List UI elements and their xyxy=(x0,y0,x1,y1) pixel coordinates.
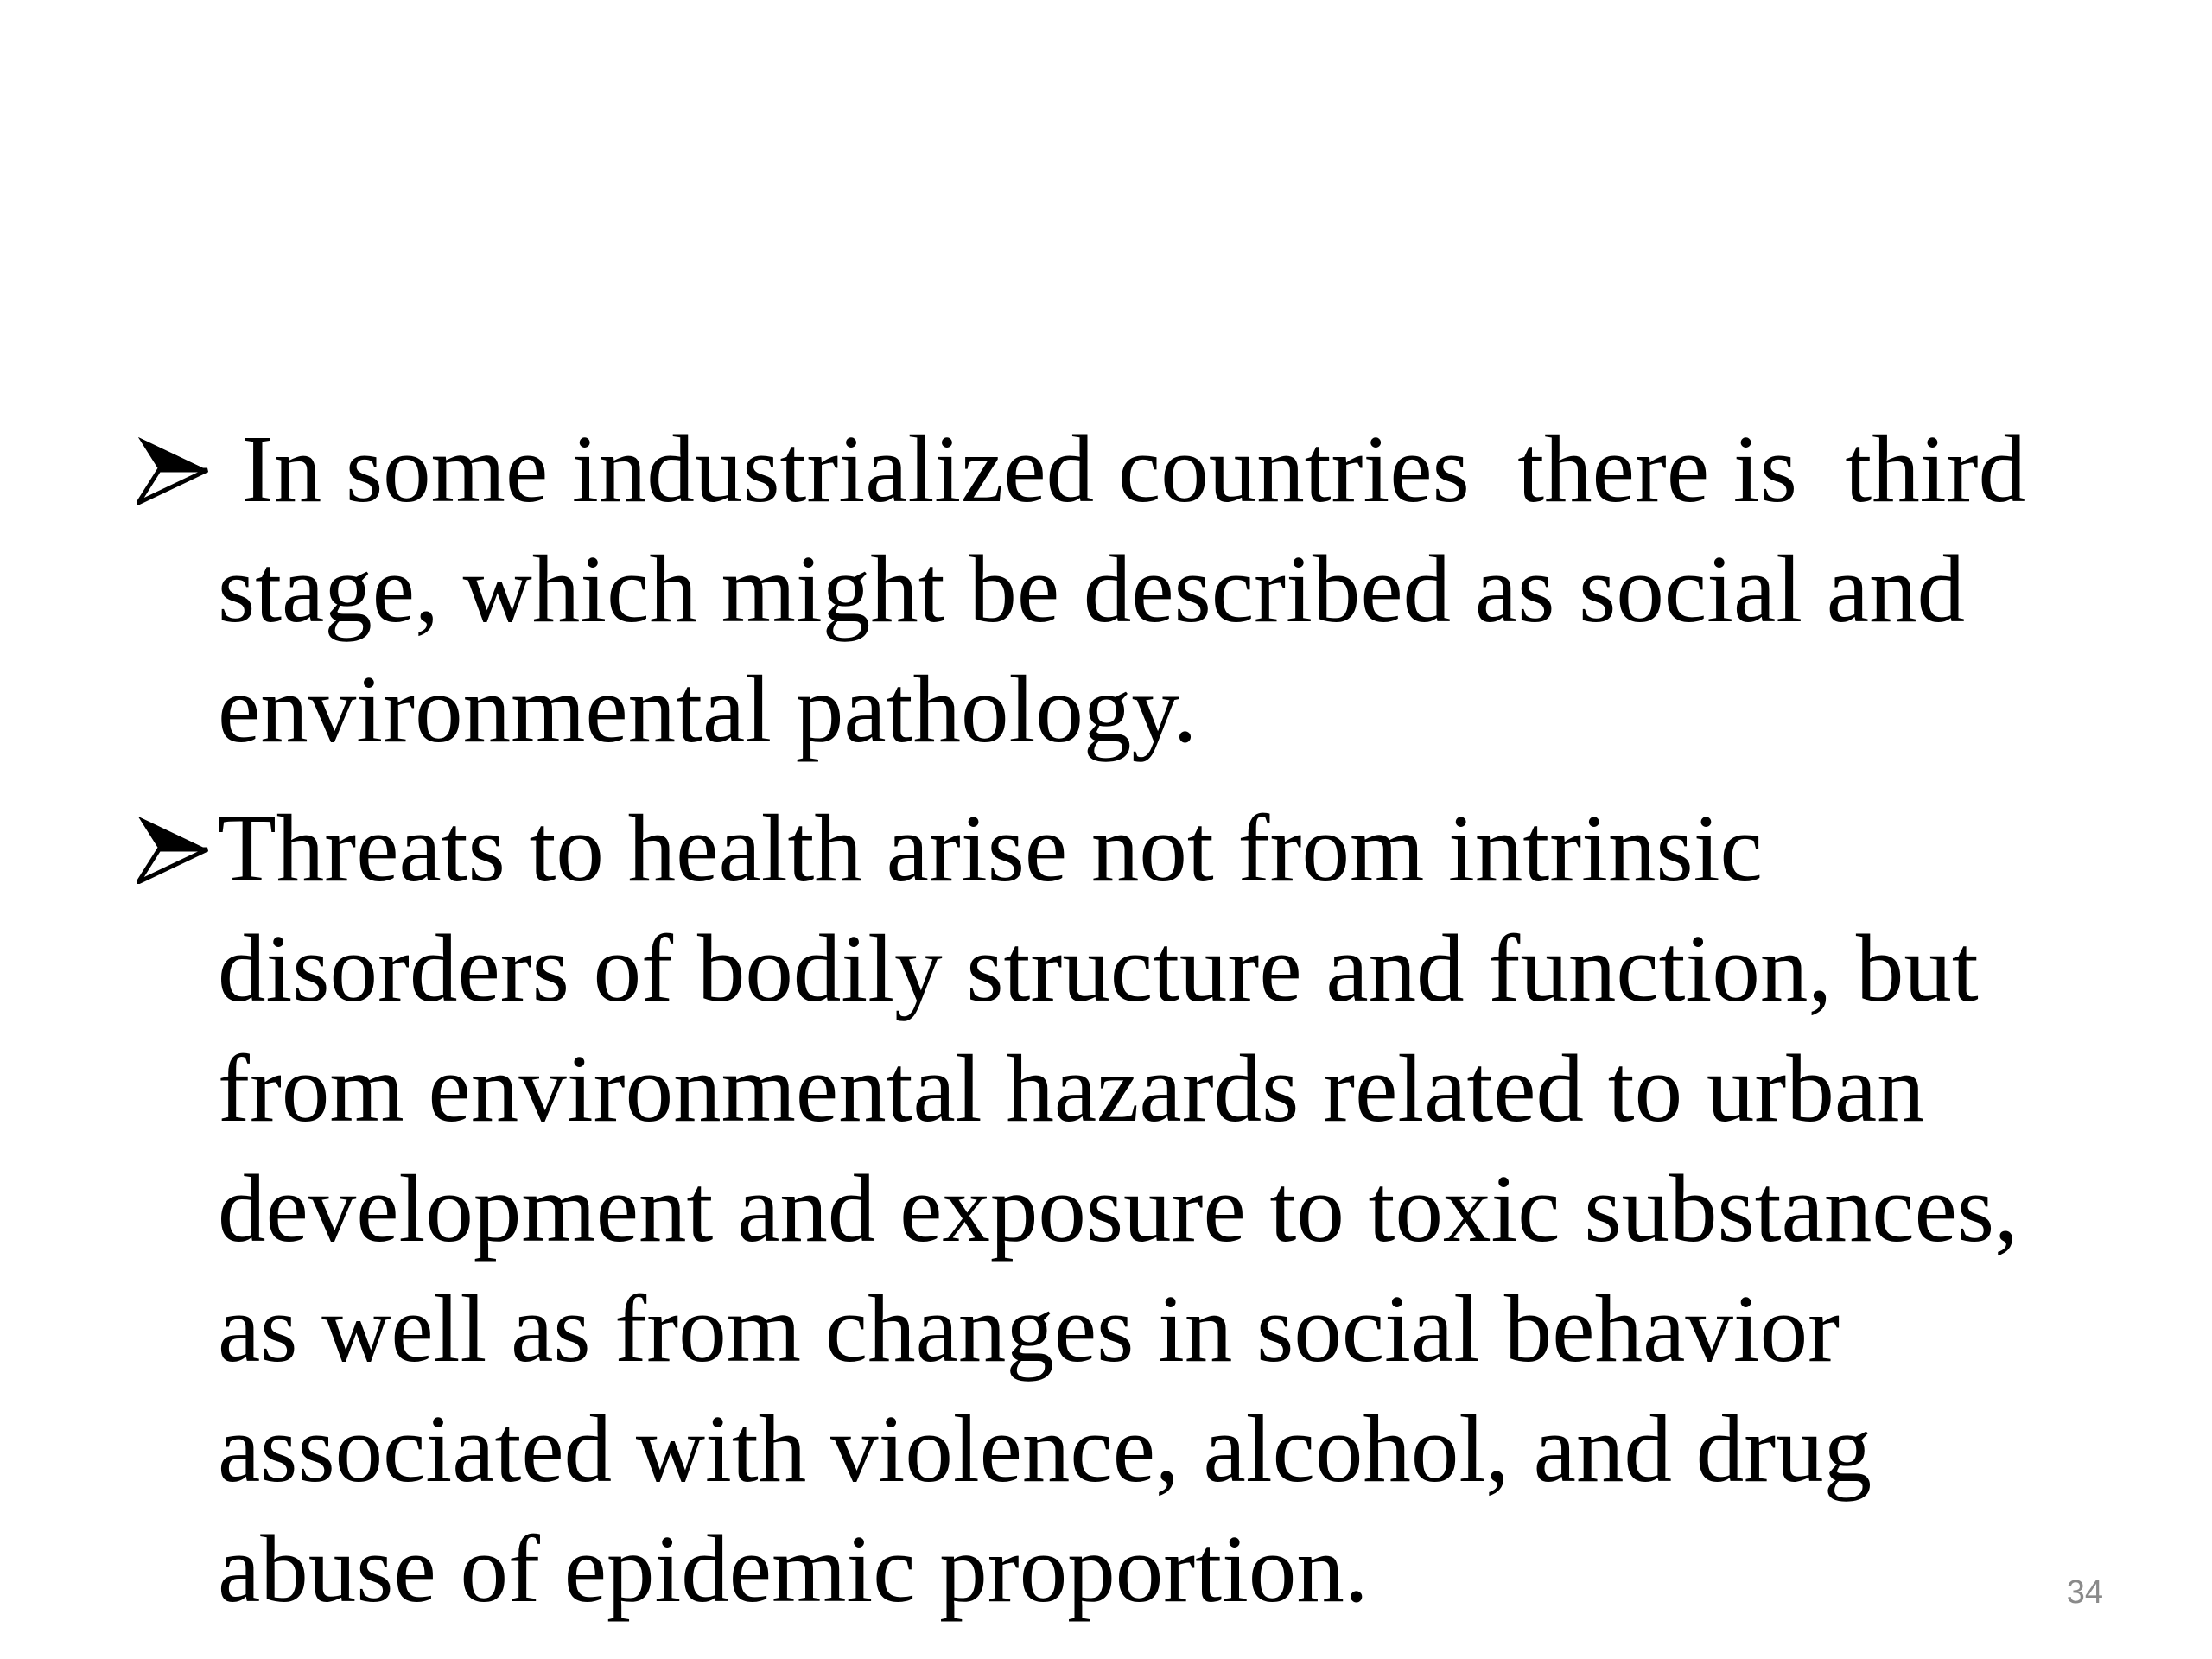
bullet-line: development and exposure to toxic substances, xyxy=(218,1156,2018,1262)
bullet-item xyxy=(137,789,2124,1630)
bullet-line: as well as from changes in social behavior xyxy=(218,1276,1840,1382)
bullet-text xyxy=(218,410,2124,770)
bullet-line: stage, which might be described as social and xyxy=(218,537,1966,643)
arrowhead-bullet-icon xyxy=(137,435,209,505)
bullet-line: Threats to health arise not from intrinsic xyxy=(218,796,1763,902)
bullet-line: In some industrialized countries there is third xyxy=(218,416,2027,523)
bullet-line: environmental pathology. xyxy=(218,657,1198,763)
bullet-line: disorders of bodily structure and function, but xyxy=(218,916,1979,1022)
bullet-list xyxy=(137,410,2124,1649)
slide-number: 34 xyxy=(2066,1574,2103,1611)
bullet-line: from environmental hazards related to urban xyxy=(218,1036,1925,1142)
bullet-text xyxy=(218,789,2124,1630)
bullet-line: associated with violence, alcohol, and drug xyxy=(218,1396,1872,1503)
bullet-item xyxy=(137,410,2124,770)
bullet-line: abuse of epidemic proportion. xyxy=(218,1516,1369,1623)
arrowhead-bullet-icon xyxy=(137,815,209,884)
